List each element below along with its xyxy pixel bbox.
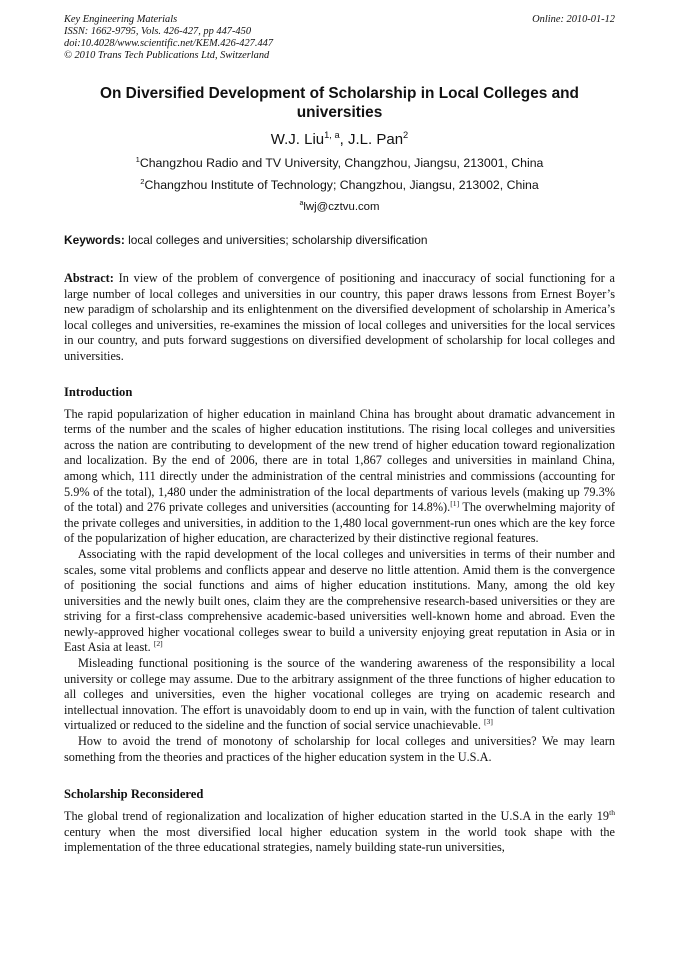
scholarship-paragraph-1 (64, 809, 615, 856)
author-2-name: J.L. Pan (348, 131, 404, 148)
intro-p3-ref: [3] (483, 717, 493, 727)
affiliation-1-sup: 1 (135, 154, 140, 164)
online-date: Online: 2010-01-12 (532, 14, 615, 25)
intro-p1-text-b: The overwhelming majority of the private colleges and universities, in addition to the 1,480 local government-run ones which are the key force of the popularization of higher education, are characterized by their distinctive regional features. (64, 500, 615, 546)
affiliation-2 (64, 178, 615, 193)
author-email (64, 201, 615, 213)
abstract (64, 271, 615, 365)
affiliation-1 (64, 156, 615, 171)
intro-p1-text-a: The rapid popularization of higher education in mainland China has brought about dramatic advancement in terms of the number and the scales of higher education institutions. The rising local colleges and universities across the nation are contributing to development of the new trend of higher education toward regionalization and localization. By the end of 2006, there are in total 1,867 colleges and universities in mainland China, among which, 111 directly under the administration of the central ministries and commissions (accounting for 5.9% of the total), 1,480 under the administration of the local departments of various levels (making up 79.3% of the total) and 276 private colleges and universities (accounting for 14.8%). (64, 406, 615, 515)
scholarship-p1-sup: th (609, 808, 615, 818)
scholarship-p1-text-a: The global trend of regionalization and localization of higher education started in the U.S.A in the early 19 (64, 809, 610, 824)
intro-paragraph-1 (64, 407, 615, 547)
author-separator: , (339, 131, 348, 148)
intro-p3-text: Misleading functional positioning is the source of the wandering awareness of the responsibility a local university or college may assume. Due to the arbitrary assignment of the three functions of higher education to all colleges and universities, even the higher vocational colleges are trying on academic research and intellectual innovation. The effort is unavoidably doom to end up in vain, with the function of talent cultivation virtualized or reduced to the sideline and the function of social service unachievable. (64, 656, 615, 733)
intro-paragraph-2 (64, 547, 615, 656)
scholarship-p1-text-b: century when the most diversified local higher education system in the world took shape with the implementation of the three educational strategies, namely building state-run universities, (64, 824, 615, 855)
paper-title: On Diversified Development of Scholarship in Local Colleges and universities (100, 85, 579, 121)
intro-paragraph-3 (64, 656, 615, 734)
affiliation-1-text: Changzhou Radio and TV University, Changzhou, Jiangsu, 213001, China (139, 156, 544, 170)
author-1-name: W.J. Liu (270, 131, 325, 148)
keywords (64, 233, 615, 247)
paper-page (64, 14, 615, 856)
introduction-heading: Introduction (64, 384, 133, 399)
affiliation-2-text: Changzhou Institute of Technology; Changzhou, Jiangsu, 213002, China (144, 178, 539, 192)
journal-issn: ISSN: 1662-9795, Vols. 426-427, pp 447-450 (64, 26, 252, 37)
journal-name: Key Engineering Materials (64, 14, 178, 25)
abstract-label: Abstract: (64, 271, 114, 285)
intro-paragraph-4: How to avoid the trend of monotony of scholarship for local colleges and universities? We may learn something from the theories and practices of the higher education system in the U.S.A. (64, 734, 615, 764)
author-line (64, 131, 615, 149)
abstract-text: In view of the problem of convergence of positioning and inaccuracy of social functioning for a large number of local colleges and universities in our country, this paper draws lessons from Ernest Boyer’s new paradigm of scholarship and its enlightenment on the diversified development of scholarship in America’s local colleges and universities, re-examines the mission of local colleges and universities for the local services in our country, and puts forward suggestions on diversified development of scholarship for local colleges and universities. (64, 271, 615, 363)
journal-header (64, 14, 615, 68)
journal-copyright: © 2010 Trans Tech Publications Ltd, Switzerland (64, 50, 270, 61)
keywords-text: local colleges and universities; scholarship diversification (124, 233, 428, 247)
intro-p1-ref: [1] (450, 499, 460, 509)
affiliation-2-sup: 2 (140, 176, 145, 186)
author-1-sup: 1, a (324, 130, 340, 140)
author-2-sup: 2 (403, 130, 409, 140)
journal-doi: doi:10.4028/www.scientific.net/KEM.426-427.447 (64, 38, 274, 49)
intro-p2-ref: [2] (153, 639, 163, 649)
intro-p2-text: Associating with the rapid development of the local colleges and universities in terms of their number and scales, some vital problems and conflicts appear and deserve no little attention. Amid them is the convergence of positioning the social functions and aims of higher education institutions. Many, among the old key universities and the newly built ones, claim they are the comprehensive research-based universities or they are striving for a first-class comprehensive academic-based universities well-known home and abroad. Even the newly-approved higher vocational colleges swear to build a university enjoying great reputation in Asia or in East Asia at least. (64, 546, 615, 655)
keywords-label: Keywords: (64, 233, 125, 247)
email-text: lwj@cztvu.com (303, 201, 380, 213)
email-sup: a (299, 200, 304, 208)
scholarship-heading: Scholarship Reconsidered (64, 787, 204, 802)
